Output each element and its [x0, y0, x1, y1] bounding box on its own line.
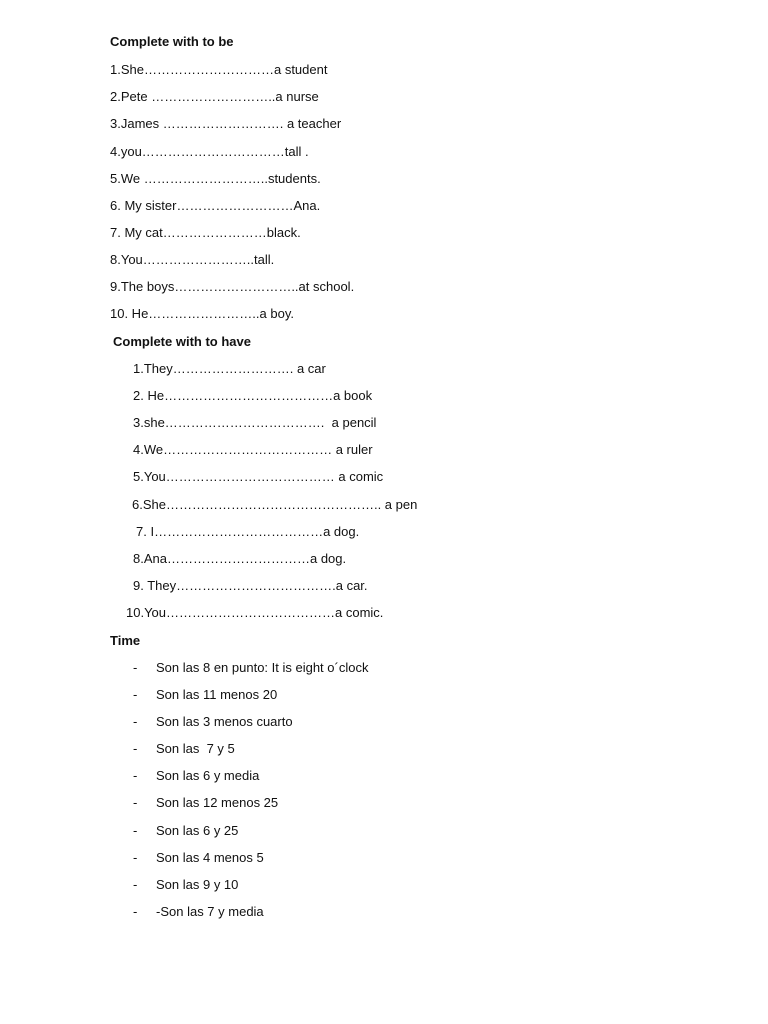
- time-item-1: Son las 8 en punto: It is eight o´clock: [156, 660, 369, 675]
- bullet-dash: -: [133, 823, 138, 838]
- bullet-dash: -: [133, 877, 138, 892]
- time-item-10: -Son las 7 y media: [156, 904, 264, 919]
- bullet-dash: -: [133, 904, 138, 919]
- to-have-item-2: 2. He…………………………………a book: [133, 388, 373, 403]
- bullet-dash: -: [133, 795, 138, 810]
- to-have-item-1: 1.They………………………. a car: [133, 361, 326, 376]
- to-have-item-5: 5.You………………………………… a comic: [133, 469, 384, 484]
- to-be-item-6: 6. My sister………………………Ana.: [110, 198, 321, 213]
- time-item-7: Son las 6 y 25: [156, 823, 239, 838]
- section-to-be-title: Complete with to be: [110, 34, 234, 49]
- to-have-item-3: 3.she………………………………. a pencil: [133, 415, 377, 430]
- to-have-item-6: 6.She………………………………………….. a pen: [132, 497, 418, 512]
- to-be-item-8: 8.You……………………..tall.: [110, 252, 275, 267]
- time-item-4: Son las 7 y 5: [156, 741, 235, 756]
- time-item-2: Son las 11 menos 20: [156, 687, 278, 702]
- to-have-item-4: 4.We………………………………… a ruler: [133, 442, 373, 457]
- to-be-item-2: 2.Pete ………………………..a nurse: [110, 89, 319, 104]
- to-be-item-9: 9.The boys………………………..at school.: [110, 279, 355, 294]
- to-be-item-3: 3.James ………………………. a teacher: [110, 116, 342, 131]
- bullet-dash: -: [133, 714, 138, 729]
- time-item-5: Son las 6 y media: [156, 768, 260, 783]
- to-have-item-7: 7. I…………………………………a dog.: [136, 524, 360, 539]
- to-be-item-5: 5.We ………………………..students.: [110, 171, 321, 186]
- to-be-item-4: 4.you……………………………tall .: [110, 144, 309, 159]
- bullet-dash: -: [133, 850, 138, 865]
- to-have-item-8: 8.Ana……………………………a dog.: [133, 551, 347, 566]
- to-be-item-7: 7. My cat……………………black.: [110, 225, 301, 240]
- time-item-3: Son las 3 menos cuarto: [156, 714, 293, 729]
- time-item-6: Son las 12 menos 25: [156, 795, 279, 810]
- time-item-8: Son las 4 menos 5: [156, 850, 264, 865]
- to-have-item-10: 10.You…………………………………a comic.: [126, 605, 384, 620]
- section-time-title: Time: [110, 633, 141, 648]
- to-be-item-1: 1.She…………………………a student: [110, 62, 328, 77]
- bullet-dash: -: [133, 687, 138, 702]
- bullet-dash: -: [133, 741, 138, 756]
- to-be-item-10: 10. He……………………..a boy.: [110, 306, 294, 321]
- to-have-item-9: 9. They……………………………….a car.: [133, 578, 368, 593]
- bullet-dash: -: [133, 768, 138, 783]
- section-to-have-title: Complete with to have: [113, 334, 251, 349]
- time-item-9: Son las 9 y 10: [156, 877, 239, 892]
- bullet-dash: -: [133, 660, 138, 675]
